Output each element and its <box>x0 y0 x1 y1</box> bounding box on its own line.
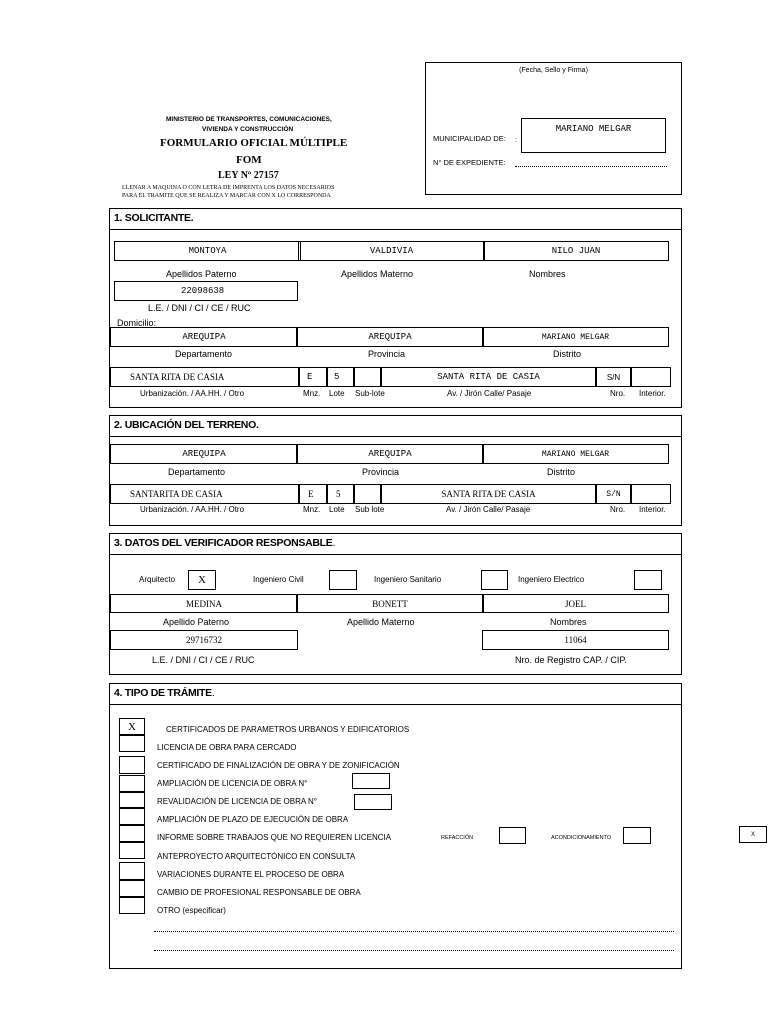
s1-mnz-field[interactable]: E <box>298 367 328 387</box>
ministry-line1: MINISTERIO DE TRANSPORTES, COMUNICACIONES, <box>166 116 332 123</box>
expediente-label: N° DE EXPEDIENTE: <box>433 158 506 167</box>
s3-nombres-field[interactable]: JOEL <box>482 594 669 613</box>
section-2-title: 2. UBICACIÓN DEL TERRENO. <box>114 419 259 431</box>
s1-lbl-distrito: Distrito <box>553 349 582 359</box>
s1-lbl-dni: L.E. / DNI / CI / CE / RUC <box>148 303 251 313</box>
otro-line-2[interactable] <box>154 950 674 951</box>
s1-lbl-calle: Av. / Jirón Calle/ Pasaje <box>447 389 532 398</box>
expediente-field[interactable] <box>515 166 667 167</box>
s2-interior-field[interactable] <box>630 484 671 504</box>
s3-electrico-checkbox[interactable] <box>634 570 662 590</box>
s2-mnz-field[interactable]: E <box>298 484 328 504</box>
s3-lbl-nombres: Nombres <box>550 617 587 627</box>
s2-lbl-interior: Interior. <box>639 505 666 514</box>
s2-nro-field[interactable]: S/N <box>595 484 632 504</box>
s2-lbl-mnz: Mnz. <box>303 505 321 514</box>
s3-paterno-field[interactable]: MEDINA <box>110 594 298 613</box>
s2-lote-field[interactable]: 5 <box>326 484 355 504</box>
municipalidad-label: MUNICIPALIDAD DE: <box>433 134 506 143</box>
section-1-title: 1. SOLICITANTE. <box>114 212 194 224</box>
section-verificador <box>109 533 682 675</box>
s3-dni-field[interactable]: 29716732 <box>110 630 298 650</box>
s1-dni-field[interactable]: 22098638 <box>114 281 298 301</box>
ministry-line2: VIVIENDA Y CONSTRUCCIÓN <box>202 126 294 133</box>
section-tipo-tramite <box>109 683 682 969</box>
ampliacion-number-field[interactable] <box>352 773 390 789</box>
s1-lbl-domicilio: Domicilio: <box>117 318 157 328</box>
s3-lbl-sanitario: Ingeniero Sanitario <box>374 575 442 584</box>
tramite-item-2: LICENCIA DE OBRA PARA CERCADO <box>157 743 297 752</box>
s2-lbl-sublote: Sub lote <box>355 505 385 514</box>
tramite-item-5: REVALIDACIÓN DE LICENCIA DE OBRA N° <box>157 797 317 806</box>
s1-lbl-nombres: Nombres <box>529 269 566 279</box>
s1-departamento-field[interactable]: AREQUIPA <box>110 327 298 347</box>
s3-lbl-arquitecto: Arquitecto <box>139 575 176 584</box>
refaccion-checkbox[interactable] <box>499 827 526 844</box>
instructions-line1: LLENAR A MAQUINA O CON LETRA DE IMPRENTA LOS DATOS NECESARIOS <box>122 185 335 191</box>
section-ubicacion <box>109 415 682 526</box>
otro-line-1[interactable] <box>154 931 674 932</box>
s1-calle-field[interactable]: SANTA RITA DE CASIA <box>380 367 597 387</box>
revalidacion-number-field[interactable] <box>354 794 392 810</box>
s1-lbl-departamento: Departamento <box>175 349 233 359</box>
s1-paterno-field[interactable]: MONTOYA <box>114 241 301 261</box>
municipalidad-field[interactable]: MARIANO MELGAR <box>521 118 666 153</box>
s1-provincia-field[interactable]: AREQUIPA <box>296 327 484 347</box>
s1-sublote-field[interactable] <box>353 367 382 387</box>
s2-lbl-distrito: Distrito <box>547 467 576 477</box>
section-solicitante <box>109 208 682 408</box>
s3-materno-field[interactable]: BONETT <box>296 594 484 613</box>
s3-lbl-paterno: Apellido Paterno <box>163 617 230 627</box>
section-4-title: 4. TIPO DE TRÁMITE. <box>114 687 215 699</box>
s3-civil-checkbox[interactable] <box>329 570 357 590</box>
tramite-checkbox-1[interactable]: X <box>119 718 145 736</box>
s3-lbl-civil: Ingeniero Civil <box>253 575 304 584</box>
s1-lote-field[interactable]: 5 <box>326 367 355 387</box>
s3-lbl-electrico: Ingeniero Electrico <box>518 575 585 584</box>
s1-lbl-lote: Lote <box>329 389 345 398</box>
s2-lbl-urb: Urbanización. / AA.HH. / Otro <box>140 505 245 514</box>
s3-sanitario-checkbox[interactable] <box>481 570 508 590</box>
tramite-item-3: CERTIFICADO DE FINALIZACIÓN DE OBRA Y DE ZONIFICACIÓN <box>157 761 400 770</box>
s3-lbl-dni: L.E. / DNI / CI / CE / RUC <box>152 655 255 665</box>
tramite-item-8: ANTEPROYECTO ARQUITECTÓNICO EN CONSULTA <box>157 852 356 861</box>
tramite-item-1: CERTIFICADOS DE PARAMETROS URBANOS Y EDIFICATORIOS <box>166 725 410 734</box>
s2-lbl-calle: Av. / Jirón Calle/ Pasaje <box>446 505 531 514</box>
tramite-item-6: AMPLIACIÓN DE PLAZO DE EJECUCIÓN DE OBRA <box>157 815 349 824</box>
tramite-checkbox-11[interactable] <box>119 896 145 914</box>
tramite-item-11: OTRO (especificar) <box>157 906 226 915</box>
form-code: FOM <box>236 154 262 166</box>
side-mark-box: X <box>739 826 767 843</box>
s1-urbanizacion-field[interactable]: SANTA RITA DE CASIA <box>110 367 300 387</box>
law-number: LEY Nº 27157 <box>218 170 279 181</box>
tramite-checkbox-3[interactable] <box>119 756 145 774</box>
s3-registro-field[interactable]: 11064 <box>482 630 669 650</box>
s1-lbl-nro: Nro. <box>610 389 626 398</box>
tramite-checkbox-2[interactable] <box>119 734 145 752</box>
s1-interior-field[interactable] <box>630 367 671 387</box>
tramite-item-4: AMPLIACIÓN DE LICENCIA DE OBRA N° <box>157 779 308 788</box>
s1-nro-field[interactable]: S/N <box>595 367 632 387</box>
s1-lbl-mnz: Mnz. <box>303 389 321 398</box>
tramite-item-10: CAMBIO DE PROFESIONAL RESPONSABLE DE OBRA <box>157 888 361 897</box>
stamp-box: (Fecha, Sello y Firma) MUNICIPALIDAD DE: : MARIANO MELGAR N° DE EXPEDIENTE: <box>425 62 682 195</box>
s1-materno-field[interactable]: VALDIVIA <box>298 241 485 261</box>
s2-departamento-field[interactable]: AREQUIPA <box>110 444 298 464</box>
s2-sublote-field[interactable] <box>353 484 382 504</box>
s1-distrito-field[interactable]: MARIANO MELGAR <box>482 327 669 347</box>
s3-lbl-materno: Apellido Materno <box>347 617 415 627</box>
s2-lbl-provincia: Provincia <box>362 467 400 477</box>
s2-lbl-departamento: Departamento <box>168 467 226 477</box>
s2-lbl-nro: Nro. <box>610 505 626 514</box>
tramite-checkbox-8[interactable] <box>119 841 145 859</box>
s1-lbl-sublote: Sub-lote <box>355 389 385 398</box>
form-title: FORMULARIO OFICIAL MÚLTIPLE <box>160 137 348 149</box>
s1-lbl-paterno: Apellidos Paterno <box>166 269 237 279</box>
tramite-checkbox-6[interactable] <box>119 807 145 825</box>
refaccion-label: REFACCIÓN <box>441 835 474 841</box>
s1-lbl-urb: Urbanización. / AA.HH. / Otro <box>140 389 245 398</box>
s3-lbl-registro: Nro. de Registro CAP. / CIP. <box>515 655 627 665</box>
s1-lbl-materno: Apellidos Materno <box>341 269 414 279</box>
tramite-item-9: VARIACIONES DURANTE EL PROCESO DE OBRA <box>157 870 345 879</box>
tramite-checkbox-9[interactable] <box>119 862 145 880</box>
s2-lbl-lote: Lote <box>329 505 345 514</box>
s2-distrito-field[interactable]: MARIANO MELGAR <box>482 444 669 464</box>
acondicionamiento-label: ACONDICIONAMIENTO <box>551 835 612 841</box>
s2-urbanizacion-field[interactable]: SANTARITA DE CASIA <box>110 484 300 504</box>
instructions-line2: PARA EL TRAMITE QUE SE REALIZA Y MARCAR CON X LO CORRESPONDA <box>122 193 331 199</box>
tramite-item-7: INFORME SOBRE TRABAJOS QUE NO REQUIEREN LICENCIA <box>157 833 392 842</box>
s1-lbl-interior: Interior. <box>639 389 666 398</box>
s2-calle-field[interactable]: SANTA RITA DE CASIA <box>380 484 597 504</box>
s3-arquitecto-checkbox[interactable]: X <box>188 570 216 590</box>
acondicionamiento-checkbox[interactable] <box>623 827 651 844</box>
section-3-title: 3. DATOS DEL VERIFICADOR RESPONSABLE. <box>114 537 336 549</box>
s2-provincia-field[interactable]: AREQUIPA <box>296 444 484 464</box>
stamp-label: (Fecha, Sello y Firma) <box>519 67 588 74</box>
s1-lbl-provincia: Provincia <box>368 349 406 359</box>
s1-nombres-field[interactable]: NILO JUAN <box>483 241 669 261</box>
